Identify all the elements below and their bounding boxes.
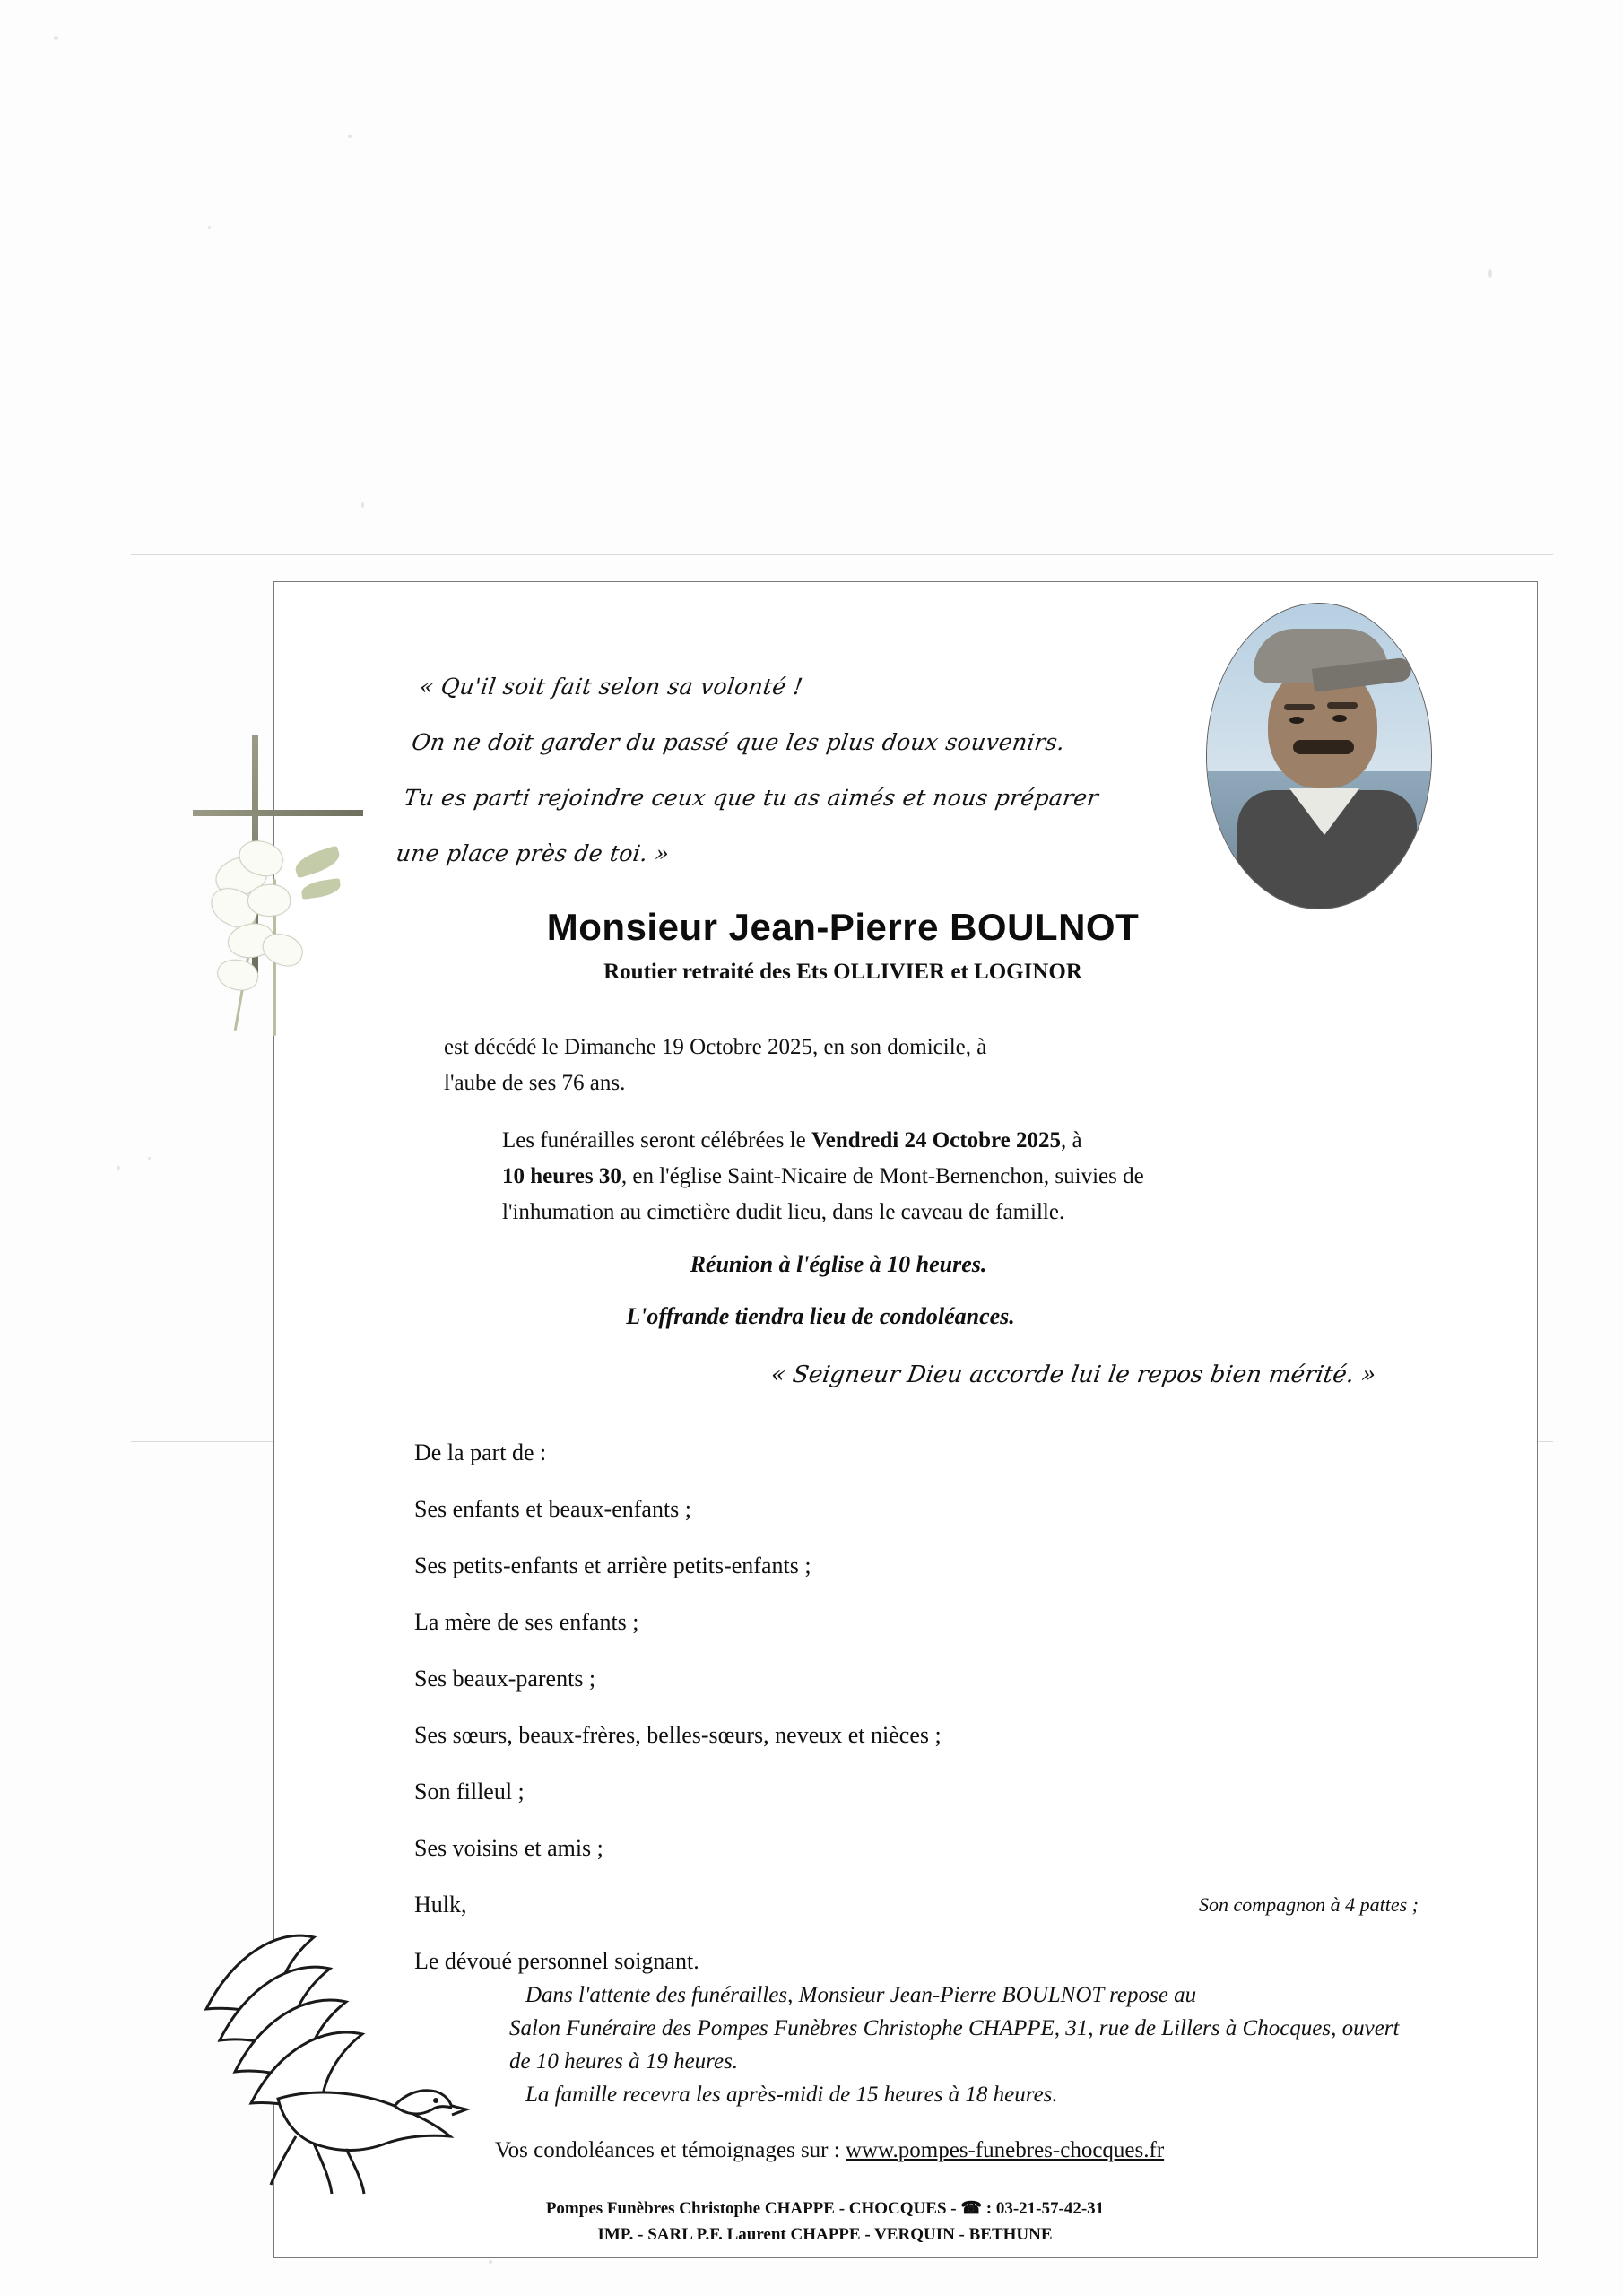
offrande-note: L'offrande tiendra lieu de condoléances. [626,1303,1015,1329]
decease-paragraph [444,1030,1197,1101]
condolences-url[interactable]: www.pompes-funebres-chocques.fr [845,2138,1165,2162]
decease-line-2: l'aube de ses 76 ans. [444,1071,626,1095]
footer-line-2: IMP. - SARL P.F. Laurent CHAPPE - VERQUIN - BETHUNE [597,2225,1053,2244]
family-item-0: Ses enfants et beaux-enfants ; [414,1496,692,1522]
family-item-2: La mère de ses enfants ; [414,1609,639,1635]
reunion-note: Réunion à l'église à 10 heures. [690,1251,987,1277]
footer-line-1: Pompes Funèbres Christophe CHAPPE - CHOCQUES - ☎ : 03-21-57-42-31 [545,2199,1105,2218]
repose-line-4: La famille recevra les après-midi de 15 heures à 18 heures. [525,2083,1058,2107]
repose-line-2: Salon Funéraire des Pompes Funèbres Christophe CHAPPE, 31, rue de Lillers à [509,2016,1237,2040]
portrait-photo [1206,603,1432,909]
blessing-text: « Seigneur Dieu accorde lui le repos bien mérité. » [768,1361,1378,1388]
poem-line-3: Tu es parti rejoindre ceux que tu as aimés et nous préparer [402,785,1100,811]
family-item-5: Son filleul ; [414,1779,525,1805]
family-item-1: Ses petits-enfants et arrière petits-enfants ; [414,1552,812,1578]
funeral-part-1: Les funérailles seront célébrées le [502,1128,812,1152]
family-item-4: Ses sœurs, beaux-frères, belles-sœurs, neveux et nièces ; [414,1722,942,1748]
funeral-date: Vendredi 24 Octobre 2025 [811,1128,1061,1152]
family-item-8: Le dévoué personnel soignant. [414,1948,699,1974]
scan-seam-top [131,554,1553,555]
funeral-part-2: , à [1061,1128,1082,1152]
deceased-profession: Routier retraité des Ets OLLIVIER et LOGINOR [603,960,1082,984]
family-item-7-label: Hulk, [414,1892,467,1918]
poem-line-2: On ne doit garder du passé que les plus doux souvenirs. [410,729,1067,755]
repose-paragraph [509,1979,1406,2111]
family-item-3: Ses beaux-parents ; [414,1665,596,1692]
family-item-6: Ses voisins et amis ; [414,1835,603,1861]
funeral-paragraph [502,1123,1255,1231]
family-intro: De la part de : [414,1439,547,1465]
family-item-7 [414,1876,1419,1933]
footer-block [0,2196,1623,2248]
repose-line-1: Dans l'attente des funérailles, Monsieur Jean-Pierre BOULNOT repose au [525,1983,1197,2007]
pet-note: Son compagnon à 4 pattes ; [1198,1893,1419,1916]
repose-line-3: Chocques, ouvert de 10 heures à 19 heures. [509,2016,1400,2074]
funeral-time: 10 heures 30 [502,1164,621,1188]
condolences-label: Vos condoléances et témoignages sur : [494,2138,846,2162]
condolences-line [0,2138,1623,2163]
poem-text [393,659,1213,882]
funeral-part-4: l'inhumation au cimetière dudit lieu, dans le caveau de famille. [502,1200,1065,1224]
decease-line-1: est décédé le Dimanche 19 Octobre 2025, en son domicile, à [444,1035,987,1059]
poem-line-4: une place près de toi. » [394,840,672,866]
family-list [414,1424,1419,1989]
funeral-part-3: , en l'église Saint-Nicaire de Mont-Bernenchon, suivies de [621,1164,1144,1188]
deceased-name: Monsieur Jean-Pierre BOULNOT [546,906,1140,948]
poem-line-1: « Qu'il soit fait selon sa volonté ! [418,674,805,700]
